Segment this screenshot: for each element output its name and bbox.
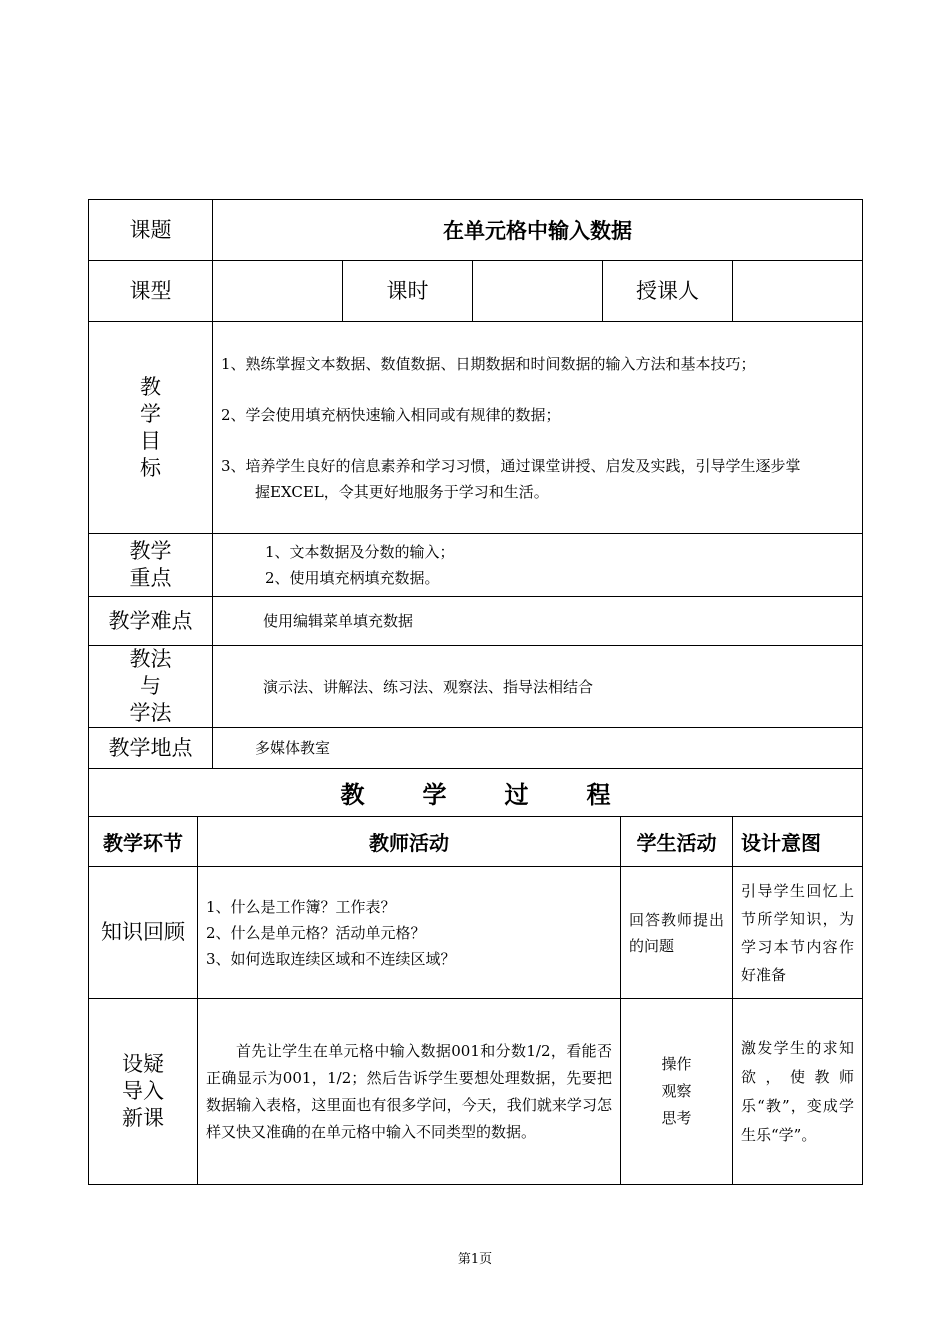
goals-label: 教 学 目 标 — [89, 322, 213, 534]
intro-stage: 设疑 导入 新课 — [89, 999, 198, 1185]
type-value — [213, 261, 343, 322]
topic-label: 课题 — [89, 200, 213, 261]
header-intent: 设计意图 — [733, 817, 863, 867]
page-number: 第1页 — [457, 1252, 493, 1267]
review-question: 3、如何选取连续区域和不连续区域？ — [206, 949, 456, 968]
goals-content — [213, 322, 863, 534]
intro-intent: 激发学生的求知欲，使教师乐“教”，变成学生乐“学”。 — [733, 999, 863, 1185]
lesson-info-table — [88, 199, 863, 769]
goal-item: 握EXCEL，令其更好地服务于学习和生活。 — [255, 482, 549, 501]
review-student: 回答教师提出的问题 — [621, 867, 733, 999]
header-student: 学生活动 — [621, 817, 733, 867]
type-label: 课型 — [89, 261, 213, 322]
teaching-process-table — [88, 768, 863, 1185]
key-points — [213, 534, 863, 597]
location-label: 教学地点 — [89, 728, 213, 769]
key-label: 教学 重点 — [89, 534, 213, 597]
difficulty-label: 教学难点 — [89, 597, 213, 646]
method-value: 演示法、讲解法、练习法、观察法、指导法相结合 — [213, 646, 863, 728]
process-title: 教学过程 — [89, 769, 863, 817]
teacher-value — [733, 261, 863, 322]
goal-item: 2、学会使用填充柄快速输入相同或有规律的数据； — [221, 405, 561, 424]
hours-value — [473, 261, 603, 322]
difficulty-value: 使用编辑菜单填充数据 — [213, 597, 863, 646]
review-teacher — [198, 867, 621, 999]
goal-item: 3、培养学生良好的信息素养和学习习惯，通过课堂讲授、启发及实践，引导学生逐步掌 — [221, 456, 801, 475]
review-question: 1、什么是工作簿？工作表？ — [206, 897, 396, 916]
teacher-label: 授课人 — [603, 261, 733, 322]
topic-value: 在单元格中输入数据 — [213, 200, 863, 261]
key-point: 2、使用填充柄填充数据。 — [265, 569, 440, 587]
method-label: 教法 与 学法 — [89, 646, 213, 728]
goal-item: 1、熟练掌握文本数据、数值数据、日期数据和时间数据的输入方法和基本技巧； — [221, 354, 756, 373]
review-intent: 引导学生回忆上节所学知识，为学习本节内容作好准备 — [733, 867, 863, 999]
key-point: 1、文本数据及分数的输入； — [265, 543, 455, 561]
intro-teacher: 首先让学生在单元格中输入数据001和分数1/2，看能否正确显示为001，1/2；然后告诉学生要想处理数据，先要把数据输入表格，这里面也有很多学问，今天，我们就来学习怎样又快又准确的在单元格中输入不同类型的数据。 — [198, 999, 621, 1185]
review-stage: 知识回顾 — [89, 867, 198, 999]
intro-student: 操作 观察 思考 — [621, 999, 733, 1185]
review-question: 2、什么是单元格？活动单元格？ — [206, 923, 426, 942]
header-stage: 教学环节 — [89, 817, 198, 867]
location-value: 多媒体教室 — [213, 728, 863, 769]
hours-label: 课时 — [343, 261, 473, 322]
header-teacher: 教师活动 — [198, 817, 621, 867]
